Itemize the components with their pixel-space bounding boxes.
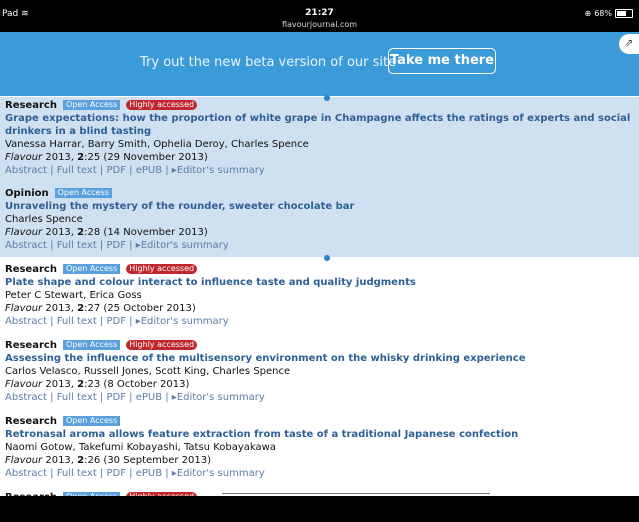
editors-summary-link[interactable]: ▸Editor's summary (171, 468, 265, 479)
highly-accessed-badge: Highly accessed (126, 264, 197, 274)
abstract-link[interactable]: Abstract (5, 468, 47, 479)
take-me-there-button[interactable]: Take me there (388, 48, 496, 74)
article-authors: Charles Spence (5, 214, 83, 225)
battery-status (585, 9, 633, 18)
article-links: Abstract | Full text | PDF | ePUB | ▸Editor's summary (5, 165, 265, 176)
full-text-link[interactable]: Full text (56, 316, 97, 327)
epub-link[interactable]: ePUB (135, 165, 163, 176)
battery-text: 68% (594, 9, 612, 18)
article-citation: Flavour 2013, 2:26 (30 September 2013) (5, 455, 212, 466)
highly-accessed-badge: Highly accessed (126, 340, 197, 350)
article-type: Opinion (5, 188, 49, 199)
pdf-link[interactable]: PDF (106, 165, 126, 176)
article-title-link[interactable]: Plate shape and colour interact to influence taste and quality judgments (5, 277, 416, 288)
list-item (5, 415, 635, 480)
open-access-badge: Open Access (63, 416, 120, 426)
article-citation: Flavour 2013, 2:23 (8 October 2013) (5, 379, 190, 390)
editors-summary-link[interactable]: ▸Editor's summary (135, 240, 229, 251)
divider (222, 493, 490, 494)
article-list (0, 96, 639, 496)
pdf-link[interactable]: PDF (106, 316, 126, 327)
article-title-link[interactable]: Assessing the influence of the multisensory environment on the whisky drinking experience (5, 353, 526, 364)
editors-summary-link[interactable]: ▸Editor's summary (171, 392, 265, 403)
wifi-icon: ≋ (21, 9, 29, 19)
full-text-link[interactable]: Full text (56, 240, 97, 251)
status-bar (0, 0, 639, 32)
article-type: Research (5, 100, 57, 111)
article-type: Research (5, 340, 57, 351)
article-citation: Flavour 2013, 2:25 (29 November 2013) (5, 152, 208, 163)
article-type: Research (5, 264, 57, 275)
epub-link[interactable]: ePUB (135, 468, 163, 479)
article-links: Abstract | Full text | PDF | ▸Editor's summary (5, 240, 229, 251)
epub-link[interactable]: ePUB (135, 392, 163, 403)
beta-banner (0, 32, 639, 96)
scroll-indicator (324, 255, 330, 261)
article-authors: Vanessa Harrar, Barry Smith, Ophelia Deroy, Charles Spence (5, 139, 309, 150)
article-citation: Flavour 2013, 2:27 (25 October 2013) (5, 303, 196, 314)
banner-message: Try out the new beta version of our site (140, 55, 397, 70)
editors-summary-link[interactable]: ▸Editor's summary (135, 316, 229, 327)
article-title-link[interactable]: Unraveling the mystery of the rounder, sweeter chocolate bar (5, 201, 355, 212)
open-access-badge: Open Access (55, 188, 112, 198)
article-links: Abstract | Full text | PDF | ePUB | ▸Editor's summary (5, 392, 265, 403)
editors-summary-link[interactable]: ▸Editor's summary (171, 165, 265, 176)
list-item (5, 187, 635, 252)
arrow-icon[interactable]: ⇗ (619, 34, 639, 54)
article-title-link[interactable]: Grape expectations: how the proportion of white grape in Champagne affects the ratings of experts and social drinkers in a blind tasting (5, 113, 631, 137)
pdf-link[interactable]: PDF (106, 392, 126, 403)
article-authors: Peter C Stewart, Erica Goss (5, 290, 142, 301)
pdf-link[interactable]: PDF (106, 240, 126, 251)
address-bar-url[interactable]: flavourjournal.com (281, 20, 358, 29)
article-authors: Naomi Gotow, Takefumi Kobayashi, Tatsu Kobayakawa (5, 442, 276, 453)
device-label: Pad ≋ (2, 9, 29, 19)
open-access-badge: Open Access (63, 264, 120, 274)
article-title-link[interactable]: Retronasal aroma allows feature extraction from taste of a traditional Japanese confection (5, 429, 519, 440)
abstract-link[interactable]: Abstract (5, 316, 47, 327)
bottom-bar (0, 496, 639, 522)
article-citation: Flavour 2013, 2:28 (14 November 2013) (5, 227, 208, 238)
full-text-link[interactable]: Full text (56, 165, 97, 176)
full-text-link[interactable]: Full text (56, 468, 97, 479)
abstract-link[interactable]: Abstract (5, 392, 47, 403)
list-item (5, 99, 635, 177)
list-item (5, 339, 635, 404)
clock: 21:27 (305, 8, 334, 18)
open-access-badge: Open Access (63, 100, 120, 110)
open-access-badge: Open Access (63, 340, 120, 350)
highly-accessed-badge: Highly accessed (126, 100, 197, 110)
full-text-link[interactable]: Full text (56, 392, 97, 403)
article-links: Abstract | Full text | PDF | ePUB | ▸Editor's summary (5, 468, 265, 479)
pdf-link[interactable]: PDF (106, 468, 126, 479)
article-links: Abstract | Full text | PDF | ▸Editor's summary (5, 316, 229, 327)
article-authors: Carlos Velasco, Russell Jones, Scott King, Charles Spence (5, 366, 291, 377)
lock-icon: ⊕ (584, 9, 592, 18)
abstract-link[interactable]: Abstract (5, 240, 47, 251)
abstract-link[interactable]: Abstract (5, 165, 47, 176)
article-type: Research (5, 416, 57, 427)
list-item (5, 263, 635, 328)
battery-icon (615, 9, 633, 18)
